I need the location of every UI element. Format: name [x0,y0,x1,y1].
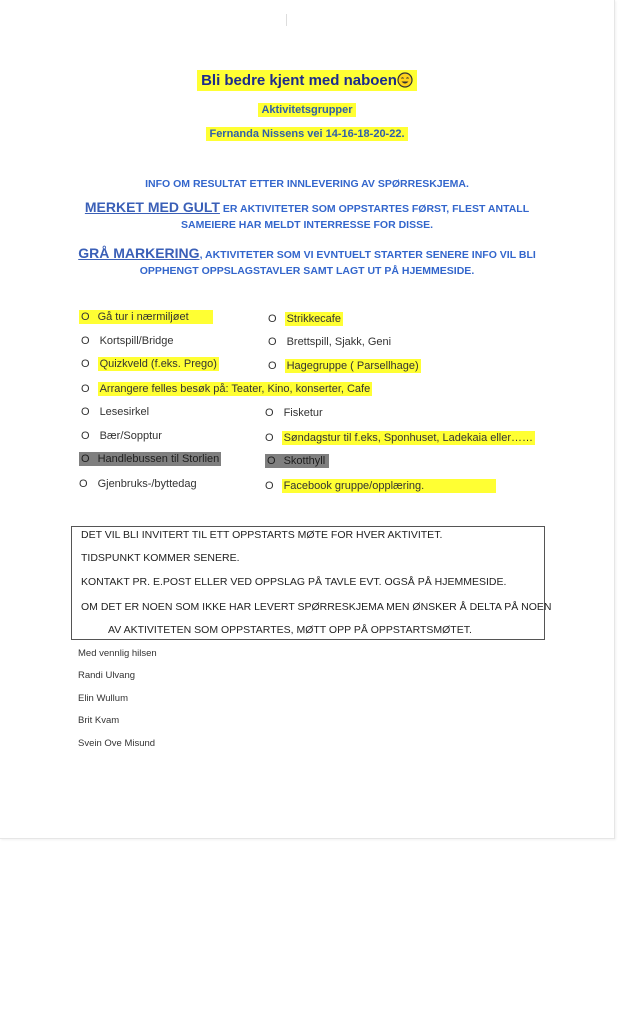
notice-line: AV AKTIVITETEN SOM OPPSTARTES, MØTT OPP PÅ OPPSTARTSMØTET. [108,624,472,636]
greeting: Med vennlig hilsen [78,648,157,659]
title-text: Bli bedre kjent med naboen [201,72,397,89]
option-item: O Lesesirkel [81,406,150,418]
option-item: O Quizkveld (f.eks. Prego) [81,358,217,370]
option-item: O Gjenbruks-/byttedag [79,478,197,490]
smiley-face-icon [397,72,413,88]
grey-text-b: OPPHENGT OPPSLAGSTAVLER SAMT LAGT UT PÅ HJEMMESIDE. [139,265,475,277]
notice-line: TIDSPUNKT KOMMER SENERE. [81,552,240,564]
scan-mark [286,14,287,26]
notice-line: KONTAKT PR. E.POST ELLER VED OPPSLAG PÅ TAVLE EVT. OGSÅ PÅ HJEMMESIDE. [81,576,507,588]
option-item: O Facebook gruppe/opplæring. [265,480,496,492]
signature-name: Brit Kvam [78,715,120,726]
option-item: O Skotthyll [265,455,329,467]
signature-name: Elin Wullum [78,693,128,704]
document-title [0,72,614,89]
option-item: O Søndagstur til f.eks, Sponhuset, Ladekaia eller…… [265,432,534,444]
option-item: O Brettspill, Sjakk, Geni [268,336,392,348]
info-line: INFO OM RESULTAT ETTER INNLEVERING AV SPØRRESKJEMA. [145,178,469,190]
address: Fernanda Nissens vei 14-16-18-20-22. [0,128,614,140]
option-item: O Kortspill/Bridge [81,335,174,347]
subtitle: Aktivitetsgrupper [0,104,614,116]
grey-text-a: , AKTIVITETER SOM VI EVNTUELT STARTER SENERE INFO VIL BLI [199,249,536,261]
signature-name: Randi Ulvang [78,670,136,681]
option-item: O Handlebussen til Storlien [81,453,220,465]
option-item: O Gå tur i nærmiljøet [79,311,213,323]
signature-name: Svein Ove Misund [78,738,156,749]
option-item: O Fisketur [265,407,323,419]
yellow-info-block [0,199,614,233]
option-item: O Bær/Sopptur [81,430,162,442]
option-item: O Arrangere felles besøk på: Teater, Kino, konserter, Cafe [81,383,371,395]
option-item: O Strikkecafe [268,313,341,325]
option-item: O Hagegruppe ( Parsellhage) [268,360,419,372]
notice-line: OM DET ER NOEN SOM IKKE HAR LEVERT SPØRRESKJEMA MEN ØNSKER Å DELTA PÅ NOEN [81,601,552,613]
notice-line: DET VIL BLI INVITERT TIL ETT OPPSTARTS MØTE FOR HVER AKTIVITET. [81,529,443,541]
yellow-heading: MERKET MED GULT [84,199,220,215]
grey-heading: GRÅ MARKERING [78,245,200,261]
yellow-text-b: SAMEIERE HAR MELDT INTERRESSE FOR DISSE. [180,219,434,231]
yellow-text-a: ER AKTIVITETER SOM OPPSTARTES FØRST, FLEST ANTALL [219,203,530,215]
grey-info-block [0,245,614,279]
